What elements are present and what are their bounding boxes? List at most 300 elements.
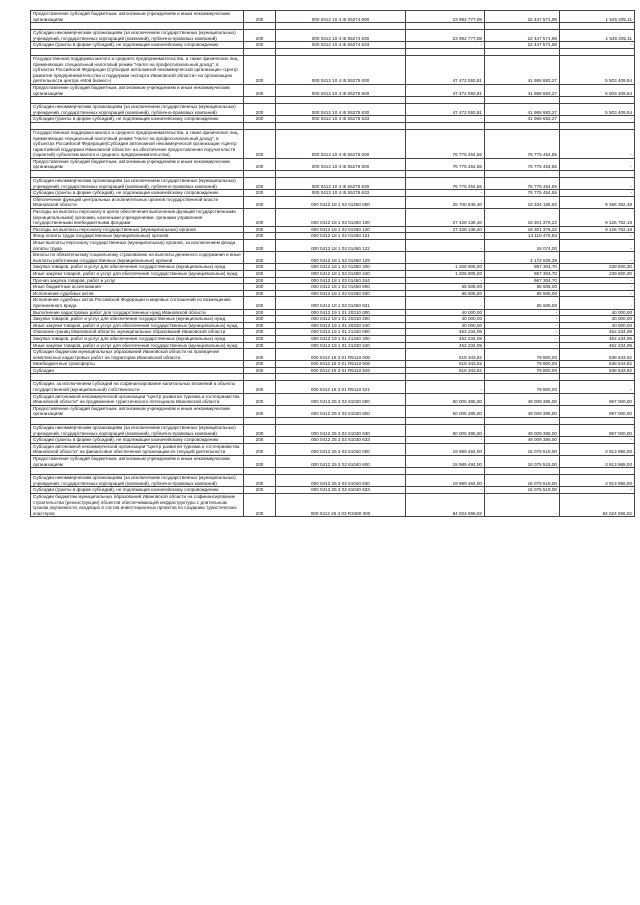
budget-classification-code-cell: 000 0412 18 1 02 01450 000: [276, 196, 406, 208]
budget-classification-code-cell: 000 0412 18 1 02 01450 200: [276, 264, 406, 271]
expense-name-cell: Прочая закупка товаров, работ и услуг: [31, 277, 244, 284]
line-code-cell: 200: [244, 30, 276, 42]
table-spacer-row: [31, 171, 635, 178]
table-row: [31, 104, 635, 116]
table-row: [31, 209, 635, 227]
budget-classification-code-cell: 000 0412 19 3 01 R5110 500: [276, 361, 406, 368]
expense-name-cell: Субсидии некоммерческим организациям (за исключением государственных (муниципальных) учреждений, государственных корпораций (компаний), публично-правовых компаний): [31, 425, 244, 437]
executed-amount-cell: 967 304,70: [485, 277, 560, 284]
approved-amount-cell: 65 505,00: [406, 290, 485, 297]
expense-name-cell: Государственная поддержка малого и среднего предпринимательства, а также физических лиц, применяющих специальный налоговый режим "Налог на профессиональный доход", в субъектах Российской Федерации(Субсидия автономной некоммерческой организации «Центр гарантийной поддержки Ивановской области» на обеспечение предоставления поручительств (гарантий) субъектам малого и среднего предпринимательства): [31, 129, 244, 158]
executed-amount-cell: 79 800,00: [485, 349, 560, 361]
line-code-cell: 200: [244, 178, 276, 190]
executed-amount-cell: 22 447 571,98: [485, 11, 560, 23]
executed-amount-cell: 49 009 385,00: [485, 393, 560, 405]
expense-name-cell: [31, 97, 244, 104]
executed-amount-cell: 967 304,70: [485, 270, 560, 277]
line-code-cell: 200: [244, 240, 276, 252]
budget-classification-code-cell: 000 0412 25 3 02 61040 633: [276, 487, 406, 494]
approved-amount-cell: 50 006 385,00: [406, 393, 485, 405]
table-spacer-row: [31, 418, 635, 425]
line-code-cell: 200: [244, 284, 276, 291]
table-row: [31, 405, 635, 417]
unexecuted-amount-cell: [560, 48, 635, 55]
table-row: [31, 316, 635, 323]
budget-execution-table: [30, 10, 635, 517]
budget-classification-code-cell: 000 0412 18 1 02 01450 831: [276, 297, 406, 309]
expense-name-cell: [31, 418, 244, 425]
executed-amount-cell: 49 009 385,00: [485, 405, 560, 417]
table-row: [31, 264, 635, 271]
table-row: [31, 493, 635, 516]
expense-name-cell: Предоставление субсидий бюджетным, автономным учреждениям и иным некоммерческим организациям: [31, 456, 244, 468]
expense-name-cell: Государственная поддержка малого и среднего предпринимательства, а также физических лиц, применяющих специальный налоговый режим "Налог на профессиональный доход", в субъектах Российской Федерации (Субсидия автономной некоммерческой организации «Центр развития предпринимательства и поддержки экспорта Ивановской области» на организацию деятельности центра «Мой бизнес»): [31, 55, 244, 84]
approved-amount-cell: 40 000,00: [406, 316, 485, 323]
line-code-cell: [244, 418, 276, 425]
unexecuted-amount-cell: 84 024 066,02: [560, 493, 635, 516]
budget-classification-code-cell: 000 0412 19 1 01 20310 000: [276, 309, 406, 316]
unexecuted-amount-cell: [560, 468, 635, 475]
executed-amount-cell: [485, 23, 560, 30]
executed-amount-cell: 16 075 519,00: [485, 443, 560, 455]
line-code-cell: 200: [244, 158, 276, 170]
table-row: [31, 456, 635, 468]
approved-amount-cell: [406, 48, 485, 55]
unexecuted-amount-cell: 3 913 965,00: [560, 475, 635, 487]
budget-classification-code-cell: 000 0412 19 1 01 21340 200: [276, 335, 406, 342]
expense-name-cell: Закупка товаров, работ и услуг для обеспечения государственных (муниципальных) нужд: [31, 316, 244, 323]
expense-name-cell: Описание границ Ивановской области, муниципальных образований Ивановской области: [31, 329, 244, 336]
expense-name-cell: Иные выплаты персоналу государственных (муниципальных) органов, за исключением фонда оплаты труда: [31, 240, 244, 252]
table-row: [31, 270, 635, 277]
expense-name-cell: Межбюджетные трансферты: [31, 361, 244, 368]
line-code-cell: 200: [244, 349, 276, 361]
table-row: [31, 55, 635, 84]
unexecuted-amount-cell: -: [560, 252, 635, 264]
budget-classification-code-cell: 000 0412 25 3 02 61040 630: [276, 475, 406, 487]
line-code-cell: 200: [244, 367, 276, 374]
budget-classification-code-cell: 000 0412 19 1 01 21340 000: [276, 329, 406, 336]
budget-classification-code-cell: 000 0412 18 1 02 01450 100: [276, 209, 406, 227]
executed-amount-cell: 79 800,00: [485, 381, 560, 393]
line-code-cell: 200: [244, 209, 276, 227]
line-code-cell: 200: [244, 264, 276, 271]
approved-amount-cell: 27 428 138,40: [406, 226, 485, 233]
table-row: [31, 42, 635, 49]
approved-amount-cell: 1 206 905,00: [406, 264, 485, 271]
budget-classification-code-cell: 000 0412 18 1 02 01450 129: [276, 252, 406, 264]
approved-amount-cell: [406, 418, 485, 425]
expense-name-cell: Предоставление субсидий бюджетным, автономным учреждениям и иным некоммерческим организациям: [31, 158, 244, 170]
table-row: [31, 361, 635, 368]
table-row: [31, 425, 635, 437]
table-row: [31, 297, 635, 309]
line-code-cell: 200: [244, 425, 276, 437]
budget-classification-code-cell: 000 0412 18 1 02 01450 120: [276, 226, 406, 233]
executed-amount-cell: 41 968 683,27: [485, 104, 560, 116]
executed-amount-cell: -: [485, 316, 560, 323]
table-row: [31, 226, 635, 233]
budget-classification-code-cell: 000 0412 25 3 02 61030 000: [276, 393, 406, 405]
approved-amount-cell: 19 989 484,00: [406, 456, 485, 468]
unexecuted-amount-cell: -: [560, 42, 635, 49]
expense-name-cell: Субсидии, за исключением субсидий на софинансирование капитальных вложений в объекты государственной (муниципальной) собственности: [31, 381, 244, 393]
budget-classification-code-cell: [276, 23, 406, 30]
budget-classification-code-cell: 000 0412 19 1 01 20310 240: [276, 322, 406, 329]
approved-amount-cell: 618 343,62: [406, 367, 485, 374]
budget-classification-code-cell: 000 0412 25 3 02 61040 000: [276, 443, 406, 455]
unexecuted-amount-cell: 538 543,62: [560, 361, 635, 368]
unexecuted-amount-cell: 40 000,00: [560, 316, 635, 323]
table-row: [31, 129, 635, 158]
budget-report-page: [30, 10, 635, 517]
executed-amount-cell: 65 505,00: [485, 290, 560, 297]
budget-classification-code-cell: 000 0412 10 4 I5 55274 600: [276, 11, 406, 23]
expense-name-cell: Субсидии (гранты в форме субсидий), не подлежащие казначейскому сопровождению: [31, 190, 244, 197]
budget-classification-code-cell: 000 0412 10 4 I5 55275 600: [276, 84, 406, 96]
executed-amount-cell: 49 009 385,00: [485, 425, 560, 437]
executed-amount-cell: 18 301 376,22: [485, 226, 560, 233]
approved-amount-cell: [406, 97, 485, 104]
executed-amount-cell: 76 775 454,55: [485, 158, 560, 170]
expense-name-cell: Субсидии (гранты в форме субсидий), не подлежащие казначейскому сопровождению: [31, 116, 244, 123]
executed-amount-cell: -: [485, 309, 560, 316]
table-row: [31, 437, 635, 444]
expense-name-cell: Субсидии: [31, 367, 244, 374]
approved-amount-cell: 40 000,00: [406, 322, 485, 329]
line-code-cell: 200: [244, 129, 276, 158]
budget-classification-code-cell: 000 0412 10 4 I5 55274 633: [276, 42, 406, 49]
expense-name-cell: Субсидии некоммерческим организациям (за исключением государственных (муниципальных) учреждений, государственных корпораций (компаний), публично-правовых компаний): [31, 104, 244, 116]
budget-classification-code-cell: 000 0412 10 4 I5 55274 630: [276, 30, 406, 42]
executed-amount-cell: [485, 374, 560, 381]
line-code-cell: [244, 23, 276, 30]
unexecuted-amount-cell: -: [560, 158, 635, 170]
expense-name-cell: Выполнение кадастровых работ для государственных нужд Ивановской области: [31, 309, 244, 316]
table-row: [31, 190, 635, 197]
table-spacer-row: [31, 97, 635, 104]
budget-classification-code-cell: 000 0412 18 1 02 01450 830: [276, 290, 406, 297]
table-row: [31, 443, 635, 455]
table-row: [31, 367, 635, 374]
executed-amount-cell: 4 172 826,39: [485, 252, 560, 264]
executed-amount-cell: 16 075 519,00: [485, 456, 560, 468]
unexecuted-amount-cell: 452 234,09: [560, 342, 635, 349]
unexecuted-amount-cell: 239 600,30: [560, 270, 635, 277]
expense-name-cell: [31, 374, 244, 381]
executed-amount-cell: -: [485, 493, 560, 516]
executed-amount-cell: 18 074,00: [485, 240, 560, 252]
expense-name-cell: [31, 468, 244, 475]
executed-amount-cell: 16 075 519,00: [485, 475, 560, 487]
approved-amount-cell: 47 472 092,81: [406, 55, 485, 84]
table-spacer-row: [31, 122, 635, 129]
line-code-cell: 200: [244, 475, 276, 487]
unexecuted-amount-cell: 997 000,00: [560, 425, 635, 437]
expense-name-cell: Субсидии (гранты в форме субсидий), не подлежащие казначейскому сопровождению: [31, 487, 244, 494]
expense-name-cell: Иные закупки товаров, работ и услуг для обеспечения государственных (муниципальных) нужд: [31, 322, 244, 329]
line-code-cell: 200: [244, 493, 276, 516]
approved-amount-cell: 65 505,00: [406, 284, 485, 291]
executed-amount-cell: [485, 97, 560, 104]
unexecuted-amount-cell: -: [560, 129, 635, 158]
budget-classification-code-cell: 000 0412 19 1 01 21340 240: [276, 342, 406, 349]
expense-name-cell: Взносы по обязательному социальному страхованию на выплаты денежного содержания и иные выплаты работникам государственных (муниципальных) органов: [31, 252, 244, 264]
budget-classification-code-cell: [276, 171, 406, 178]
table-row: [31, 196, 635, 208]
expense-name-cell: Предоставление субсидий бюджетным, автономным учреждениям и иным некоммерческим организациям: [31, 11, 244, 23]
budget-classification-code-cell: 000 0412 18 1 02 01450 121: [276, 233, 406, 240]
unexecuted-amount-cell: 239 600,30: [560, 264, 635, 271]
table-row: [31, 284, 635, 291]
line-code-cell: 200: [244, 116, 276, 123]
line-code-cell: 200: [244, 55, 276, 84]
budget-classification-code-cell: 000 0412 25 3 02 61030 633: [276, 437, 406, 444]
expense-name-cell: Предоставление субсидий бюджетным, автономным учреждениям и иным некоммерческим организациям: [31, 84, 244, 96]
line-code-cell: [244, 97, 276, 104]
line-code-cell: 200: [244, 252, 276, 264]
approved-amount-cell: -: [406, 233, 485, 240]
expense-name-cell: [31, 48, 244, 55]
unexecuted-amount-cell: 40 000,00: [560, 309, 635, 316]
executed-amount-cell: -: [485, 342, 560, 349]
executed-amount-cell: 967 304,70: [485, 264, 560, 271]
line-code-cell: 200: [244, 487, 276, 494]
executed-amount-cell: 22 447 571,98: [485, 42, 560, 49]
unexecuted-amount-cell: [560, 374, 635, 381]
unexecuted-amount-cell: 5 503 409,54: [560, 84, 635, 96]
expense-name-cell: Субсидии бюджетам муниципальных образований Ивановской области на проведение комплексных кадастровых работ на территории Ивановской области: [31, 349, 244, 361]
table-row: [31, 381, 635, 393]
approved-amount-cell: 47 472 092,81: [406, 84, 485, 96]
line-code-cell: 200: [244, 335, 276, 342]
unexecuted-amount-cell: -: [560, 487, 635, 494]
approved-amount-cell: 452 234,09: [406, 335, 485, 342]
expense-name-cell: Субсидии некоммерческим организациям (за исключением государственных (муниципальных) учреждений, государственных корпораций (компаний), публично-правовых компаний): [31, 475, 244, 487]
approved-amount-cell: -: [406, 277, 485, 284]
line-code-cell: 200: [244, 342, 276, 349]
table-row: [31, 240, 635, 252]
budget-classification-code-cell: 000 0412 19 3 01 R5110 521: [276, 381, 406, 393]
unexecuted-amount-cell: [560, 418, 635, 425]
approved-amount-cell: 19 989 484,00: [406, 443, 485, 455]
budget-classification-code-cell: 000 0412 10 4 I5 55276 000: [276, 129, 406, 158]
expense-name-cell: Субсидии (гранты в форме субсидий), не подлежащие казначейскому сопровождению: [31, 437, 244, 444]
line-code-cell: 200: [244, 226, 276, 233]
budget-classification-code-cell: 000 0412 10 4 I5 55275 630: [276, 104, 406, 116]
line-code-cell: 200: [244, 329, 276, 336]
budget-classification-code-cell: 000 0412 10 4 I5 55276 633: [276, 190, 406, 197]
table-row: [31, 84, 635, 96]
unexecuted-amount-cell: [560, 23, 635, 30]
approved-amount-cell: 28 700 548,40: [406, 196, 485, 208]
expense-name-cell: Субсидия автономной некоммерческой организации "Центр развития туризма и гостеприимства Ивановской области" на продвижение туристического потенциала Ивановской области: [31, 393, 244, 405]
unexecuted-amount-cell: 997 000,00: [560, 393, 635, 405]
budget-classification-code-cell: 000 0412 18 1 02 01450 244: [276, 277, 406, 284]
approved-amount-cell: -: [406, 240, 485, 252]
executed-amount-cell: 65 505,00: [485, 297, 560, 309]
approved-amount-cell: -: [406, 42, 485, 49]
unexecuted-amount-cell: -: [560, 284, 635, 291]
line-code-cell: 200: [244, 405, 276, 417]
unexecuted-amount-cell: -: [560, 297, 635, 309]
unexecuted-amount-cell: [560, 97, 635, 104]
unexecuted-amount-cell: -: [560, 290, 635, 297]
approved-amount-cell: 76 775 454,55: [406, 158, 485, 170]
unexecuted-amount-cell: [560, 122, 635, 129]
approved-amount-cell: 50 006 385,00: [406, 405, 485, 417]
line-code-cell: 200: [244, 381, 276, 393]
budget-classification-code-cell: [276, 468, 406, 475]
executed-amount-cell: 41 968 683,27: [485, 84, 560, 96]
approved-amount-cell: 27 428 138,40: [406, 209, 485, 227]
line-code-cell: 200: [244, 104, 276, 116]
expense-name-cell: Субсидии бюджетам муниципальных образований Ивановской области на софинансирование строительства (реконструкции) объектов обеспечивающей инфраструктуры с длительным сроком окупаемости, входящих в состав инвестиционных проектов по созданию туристических кластеров: [31, 493, 244, 516]
approved-amount-cell: 76 775 454,55: [406, 129, 485, 158]
approved-amount-cell: 40 000,00: [406, 309, 485, 316]
budget-classification-code-cell: 000 0412 19 3 01 R5110 000: [276, 349, 406, 361]
unexecuted-amount-cell: -: [560, 240, 635, 252]
line-code-cell: [244, 374, 276, 381]
executed-amount-cell: 49 009 385,00: [485, 437, 560, 444]
expense-name-cell: Иные закупки товаров, работ и услуг для обеспечения государственных (муниципальных) нужд: [31, 342, 244, 349]
approved-amount-cell: 19 989 484,00: [406, 475, 485, 487]
approved-amount-cell: 23 992 777,08: [406, 11, 485, 23]
table-row: [31, 11, 635, 23]
executed-amount-cell: [485, 418, 560, 425]
approved-amount-cell: 618 343,62: [406, 361, 485, 368]
approved-amount-cell: -: [406, 487, 485, 494]
unexecuted-amount-cell: 3 913 965,00: [560, 443, 635, 455]
table-spacer-row: [31, 468, 635, 475]
line-code-cell: [244, 171, 276, 178]
approved-amount-cell: 84 024 066,02: [406, 493, 485, 516]
executed-amount-cell: [485, 122, 560, 129]
expense-name-cell: Иные бюджетные ассигнования: [31, 284, 244, 291]
executed-amount-cell: 14 110 475,83: [485, 233, 560, 240]
table-row: [31, 178, 635, 190]
approved-amount-cell: -: [406, 381, 485, 393]
approved-amount-cell: 452 234,09: [406, 342, 485, 349]
budget-classification-code-cell: 000 0412 18 1 02 01450 240: [276, 270, 406, 277]
table-row: [31, 329, 635, 336]
unexecuted-amount-cell: 538 543,62: [560, 349, 635, 361]
budget-classification-code-cell: [276, 97, 406, 104]
budget-classification-code-cell: 000 0412 10 4 I5 55275 633: [276, 116, 406, 123]
executed-amount-cell: -: [485, 322, 560, 329]
line-code-cell: [244, 468, 276, 475]
unexecuted-amount-cell: 1 545 205,11: [560, 11, 635, 23]
budget-classification-code-cell: 000 0412 19 3 01 R5110 520: [276, 367, 406, 374]
expense-name-cell: [31, 171, 244, 178]
approved-amount-cell: 23 992 777,08: [406, 30, 485, 42]
line-code-cell: 200: [244, 316, 276, 323]
line-code-cell: [244, 122, 276, 129]
unexecuted-amount-cell: 9 126 762,18: [560, 226, 635, 233]
expense-name-cell: Субсидии (гранты в форме субсидий), не подлежащие казначейскому сопровождению: [31, 42, 244, 49]
budget-classification-code-cell: 000 0412 25 3 03 R3480 000: [276, 493, 406, 516]
table-row: [31, 116, 635, 123]
expense-name-cell: Обеспечение функций центральных исполнительных органов государственной власти Ивановской области: [31, 196, 244, 208]
executed-amount-cell: 76 775 454,55: [485, 178, 560, 190]
executed-amount-cell: [485, 48, 560, 55]
table-spacer-row: [31, 48, 635, 55]
approved-amount-cell: [406, 374, 485, 381]
expense-name-cell: Исполнение судебных актов Российской Федерации и мировых соглашений по возмещению причиненного вреда: [31, 297, 244, 309]
executed-amount-cell: 41 968 683,27: [485, 116, 560, 123]
expense-name-cell: Закупка товаров, работ и услуг для обеспечения государственных (муниципальных) нужд: [31, 264, 244, 271]
line-code-cell: 200: [244, 233, 276, 240]
approved-amount-cell: 47 472 092,81: [406, 104, 485, 116]
line-code-cell: 200: [244, 297, 276, 309]
unexecuted-amount-cell: 997 000,00: [560, 405, 635, 417]
line-code-cell: 200: [244, 277, 276, 284]
executed-amount-cell: 79 800,00: [485, 361, 560, 368]
unexecuted-amount-cell: -: [560, 116, 635, 123]
line-code-cell: 200: [244, 393, 276, 405]
unexecuted-amount-cell: 9 366 362,48: [560, 196, 635, 208]
budget-classification-code-cell: 000 0412 25 3 02 61030 630: [276, 425, 406, 437]
unexecuted-amount-cell: 452 234,09: [560, 335, 635, 342]
expense-name-cell: Субсидия автономной некоммерческой организации "Центр развития туризма и гостеприимства Ивановской области" на финансовое обеспечение организации ее текущей деятельности: [31, 443, 244, 455]
table-row: [31, 475, 635, 487]
approved-amount-cell: -: [406, 190, 485, 197]
approved-amount-cell: 618 343,62: [406, 349, 485, 361]
expense-name-cell: Иные закупки товаров, работ и услуг для обеспечения государственных (муниципальных) нужд: [31, 270, 244, 277]
expense-name-cell: Расходы на выплаты персоналу государственных (муниципальных) органов: [31, 226, 244, 233]
table-row: [31, 30, 635, 42]
table-row: [31, 487, 635, 494]
budget-classification-code-cell: [276, 48, 406, 55]
line-code-cell: 200: [244, 42, 276, 49]
executed-amount-cell: [485, 171, 560, 178]
table-row: [31, 277, 635, 284]
unexecuted-amount-cell: -: [560, 437, 635, 444]
approved-amount-cell: -: [406, 252, 485, 264]
table-row: [31, 349, 635, 361]
table-row: [31, 158, 635, 170]
approved-amount-cell: [406, 122, 485, 129]
budget-classification-code-cell: 000 0412 25 3 02 61040 600: [276, 456, 406, 468]
expense-name-cell: Предоставление субсидий бюджетным, автономным учреждениям и иным некоммерческим организациям: [31, 405, 244, 417]
table-row: [31, 309, 635, 316]
executed-amount-cell: 65 505,00: [485, 284, 560, 291]
line-code-cell: 200: [244, 443, 276, 455]
executed-amount-cell: [485, 468, 560, 475]
line-code-cell: 200: [244, 309, 276, 316]
table-row: [31, 233, 635, 240]
unexecuted-amount-cell: -: [560, 381, 635, 393]
line-code-cell: 200: [244, 437, 276, 444]
line-code-cell: 200: [244, 270, 276, 277]
table-spacer-row: [31, 374, 635, 381]
unexecuted-amount-cell: 5 503 409,54: [560, 55, 635, 84]
budget-classification-code-cell: 000 0412 19 1 01 20310 200: [276, 316, 406, 323]
budget-classification-code-cell: 000 0412 18 1 02 01450 122: [276, 240, 406, 252]
line-code-cell: 200: [244, 190, 276, 197]
table-row: [31, 342, 635, 349]
unexecuted-amount-cell: -: [560, 233, 635, 240]
unexecuted-amount-cell: 3 913 965,00: [560, 456, 635, 468]
budget-classification-code-cell: 000 0412 18 1 02 01450 800: [276, 284, 406, 291]
budget-classification-code-cell: [276, 122, 406, 129]
executed-amount-cell: 16 075 519,00: [485, 487, 560, 494]
unexecuted-amount-cell: -: [560, 277, 635, 284]
expense-name-cell: Исполнение судебных актов: [31, 290, 244, 297]
approved-amount-cell: 76 775 454,55: [406, 178, 485, 190]
approved-amount-cell: -: [406, 297, 485, 309]
line-code-cell: 200: [244, 456, 276, 468]
